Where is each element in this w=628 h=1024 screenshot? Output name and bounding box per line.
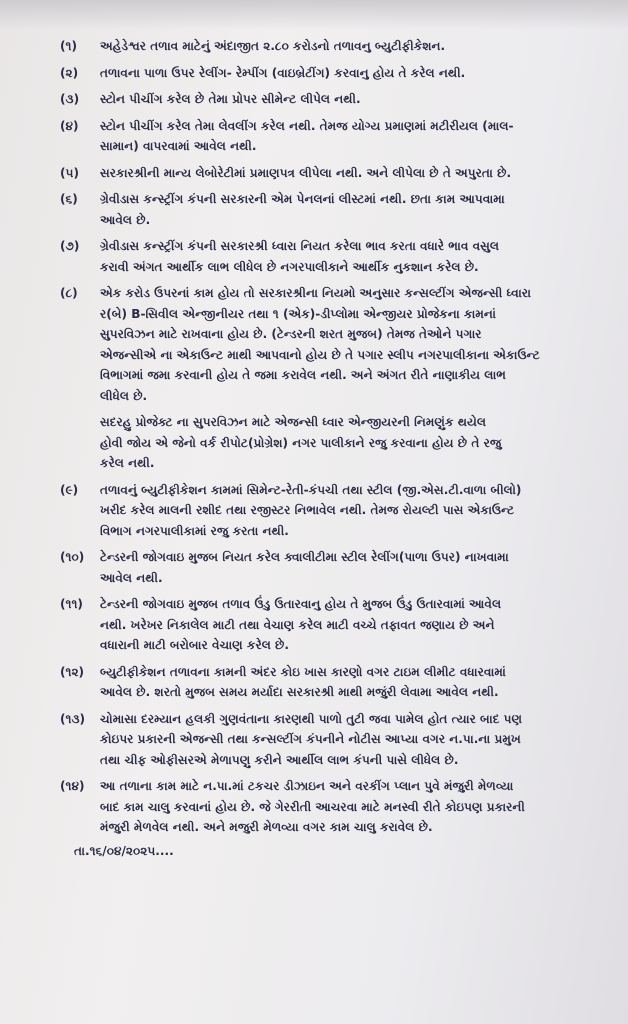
item-number: (૯) — [60, 482, 79, 497]
list-item — [8, 709, 610, 771]
list-item — [8, 89, 610, 110]
item-number: (૪) — [60, 118, 79, 133]
list-item — [8, 283, 610, 406]
list-item — [8, 163, 610, 184]
list-item — [8, 63, 610, 84]
complaint-list — [8, 36, 610, 838]
item-text: આ તળાના કામ માટે ન.પા.માં ટકચર ડીઝાઇન અને વરકીંગ પ્લાન પુવે મંજુરી મેળવ્યા બાદ કામ ચાલુ કરવાનાં હોય છે. જે ગેરરીતી આચરવા માટે મનસ્વી રીતે કોઇપણ પ્રકારની મંજુરી મેળવેલ નથી. અને મજુરી મેળવ્યા વગર કામ ચાલુ કરાવેલ છે. — [100, 779, 525, 834]
list-item — [8, 36, 610, 57]
item-text: સ્ટોન પીચીંગ કરેલ છે તેમા પ્રોપર સીમેન્ટ લીપેલ નથી. — [100, 92, 361, 106]
item-number: (૩) — [60, 92, 80, 106]
item-text: બ્યુટીફીકેશન તળાવના કામની અંદર કોઇ ખાસ કારણો વગર ટાઇમ લીમીટ વધારવામાં આવેલ છે. શરતો મુજબ સમય મર્યાદા સરકારશ્રી માથી મજુંરી લેવામા આવેલ નથી. — [100, 664, 506, 699]
item-text: ટેન્ડરની જોગવાઇ મુજબ નિયત કરેલ ક્વાલીટીમા સ્ટીલ રેલીંગ(પાળા ઉપર) નાખવામા આવેલ નથી. — [100, 550, 509, 585]
document-date: તા.૧૬/૦૪/૨૦૨૫.... — [74, 843, 174, 858]
item-number: (૧૨) — [60, 664, 85, 679]
list-item — [8, 547, 610, 588]
list-item — [8, 662, 610, 703]
item-text: ગ્રેવીડાસ કન્સ્ટ્રીંગ કંપની સરકારની એમ પેનલનાં લીસ્ટમાં નથી. છતા કામ આપવામા આવેલ છે. — [100, 192, 505, 227]
item-number: (૧૪) — [60, 779, 85, 793]
item-text: ગ્રેવીડાસ કન્સ્ટ્રીંગ કંપની સરકારશ્રી ધ્વારા નિયત કરેલા ભાવ કરતા વધારે ભાવ વસુલ કરાવી અંગત આર્થીક લાભ લીધેલ છે નગરપાલીકાને આર્થીક નુકશાન કરેલ છે. — [100, 239, 500, 274]
item-text: તળાવના પાળા ઉપર રેલીંગ- રેમ્પીંગ (વાઇબ્રેટીંગ) કરવાનુ હોય તે કરેલ નથી. — [100, 65, 466, 80]
item-text: તળાવનું બ્યુટીફીકેશન કામમાં સિમેન્ટ-રેતી-કંપચી તથા સ્ટીલ (જી.એસ.ટી.વાળા બીલો) ખરીદ કરેલ માલની રશીદ તથા રજીસ્ટર નિભાવેલ નથી. તેમજ રોયલ્ટી પાસ એકાઉન્ટ વિભાગ નગરપાલીકામાં રજુ કરતા નથી. — [100, 482, 522, 538]
item-number: (૫) — [60, 165, 80, 180]
item-number: (૧૧) — [60, 597, 83, 611]
item-text: એક કરોડ ઉપરનાં કામ હોય તો સરકારશ્રીના નિયમો અનુસાર કન્સલ્ટીંગ એજન્સી ધ્વારા ર(બે) B-સિવીલ એન્જીનીયર તથા ૧ (એક)-ડીપ્લોમા એન્જીયર પ્રોજેકના કામનાં સુપરવિઝન માટે રાખવાના હોય છે. (ટેન્ડરની શરત મુજબ) તેમજ તેઓને પગાર એજન્સીએ ના એકાઉન્ટ માથી આપવાનો હોય છે તે પગાર સ્લીપ નગરપાલીકાના એકાઉન્ટ વિભાગમાં જમા કરવાની હોય તે જમા કરાવેલ નથી. અને અંગત રીતે નાણાકીય લાભ લીધેલ છે. — [100, 286, 540, 403]
item-number: (૮) — [60, 286, 78, 300]
item-number: (૧૩) — [60, 711, 86, 726]
item-text: અહેડેશ્વર તળાવ માટેનું અંદાજીત ૨.૮૦ કરોડનો તળાવનુ બ્યુટીફીકેશન. — [100, 39, 446, 53]
item-number: (૧) — [60, 39, 77, 53]
list-item — [8, 594, 610, 656]
item-number: (૭) — [60, 239, 80, 253]
item-number: (૬) — [60, 192, 78, 206]
item-text: સ્ટોન પીચીંગ કરેલ તેમા લેવલીંગ કરેલ નથી. તેમજ યોગ્ય પ્રમાણમાં મટીરીયલ (માલ- સામાન) વાપરવામાં આવેલ નથી. — [100, 118, 514, 153]
item-text: ચોમાસા દરમ્યાન હલકી ગુણવંતાના કારણથી પાળો તુટી જવા પામેલ હોત ત્યાર બાદ પણ કોઇપર પ્રકારની એજન્સી તથા કન્સલ્ટીંગ કંપનીને નોટીસ આપ્યા વગર ન.પા.ના પ્રમુખ તથા ચીફ ઓફીસરએ મેળાપણુ કરીને આર્થીલ લાભ કંપની પાસે લીધેલ છે. — [100, 711, 523, 767]
list-item — [8, 480, 610, 542]
list-item — [8, 189, 610, 230]
supervision-paragraph: સદરહુ પ્રોજેક્ટ ના સુપરવિઝન માટે એજન્સી ધ્વાર એન્જીયરની નિમણુંક થયેલ હોવી જોય એ જેનો વર્ક રીપોટ(પ્રોગ્રેશ) નગર પાલીકાને રજુ કરવાના હોય છે તે રજુ કરેલ નથી. — [100, 415, 502, 470]
item-number: (૧૦) — [60, 550, 85, 564]
list-item — [8, 116, 610, 157]
list-item — [8, 236, 610, 277]
item-text: સરકારશ્રીની માન્ય લેબોરેટીમાં પ્રમાણપત્ર લીપેલા નથી. અને લીપેલા છે તે અપુરતા છે. — [100, 165, 512, 180]
item-number: (૨) — [60, 65, 79, 80]
paper-shadow — [0, 0, 628, 30]
item-text: ટેન્ડરની જોગવાઇ મુજબ તળાવ ઉંડુ ઉતારવાનુ હોય તે મુજબ ઉંડુ ઉતારવામાં આવેલ નથી. ખરેખર નિકાલેલ માટી તથા વેચાણ કરેલ માટી વચ્ચે તફાવત જણાય છે અને વધારાની માટી બરોબાર વેચાણ કરેલ છે. — [100, 597, 502, 652]
list-item — [8, 776, 610, 838]
